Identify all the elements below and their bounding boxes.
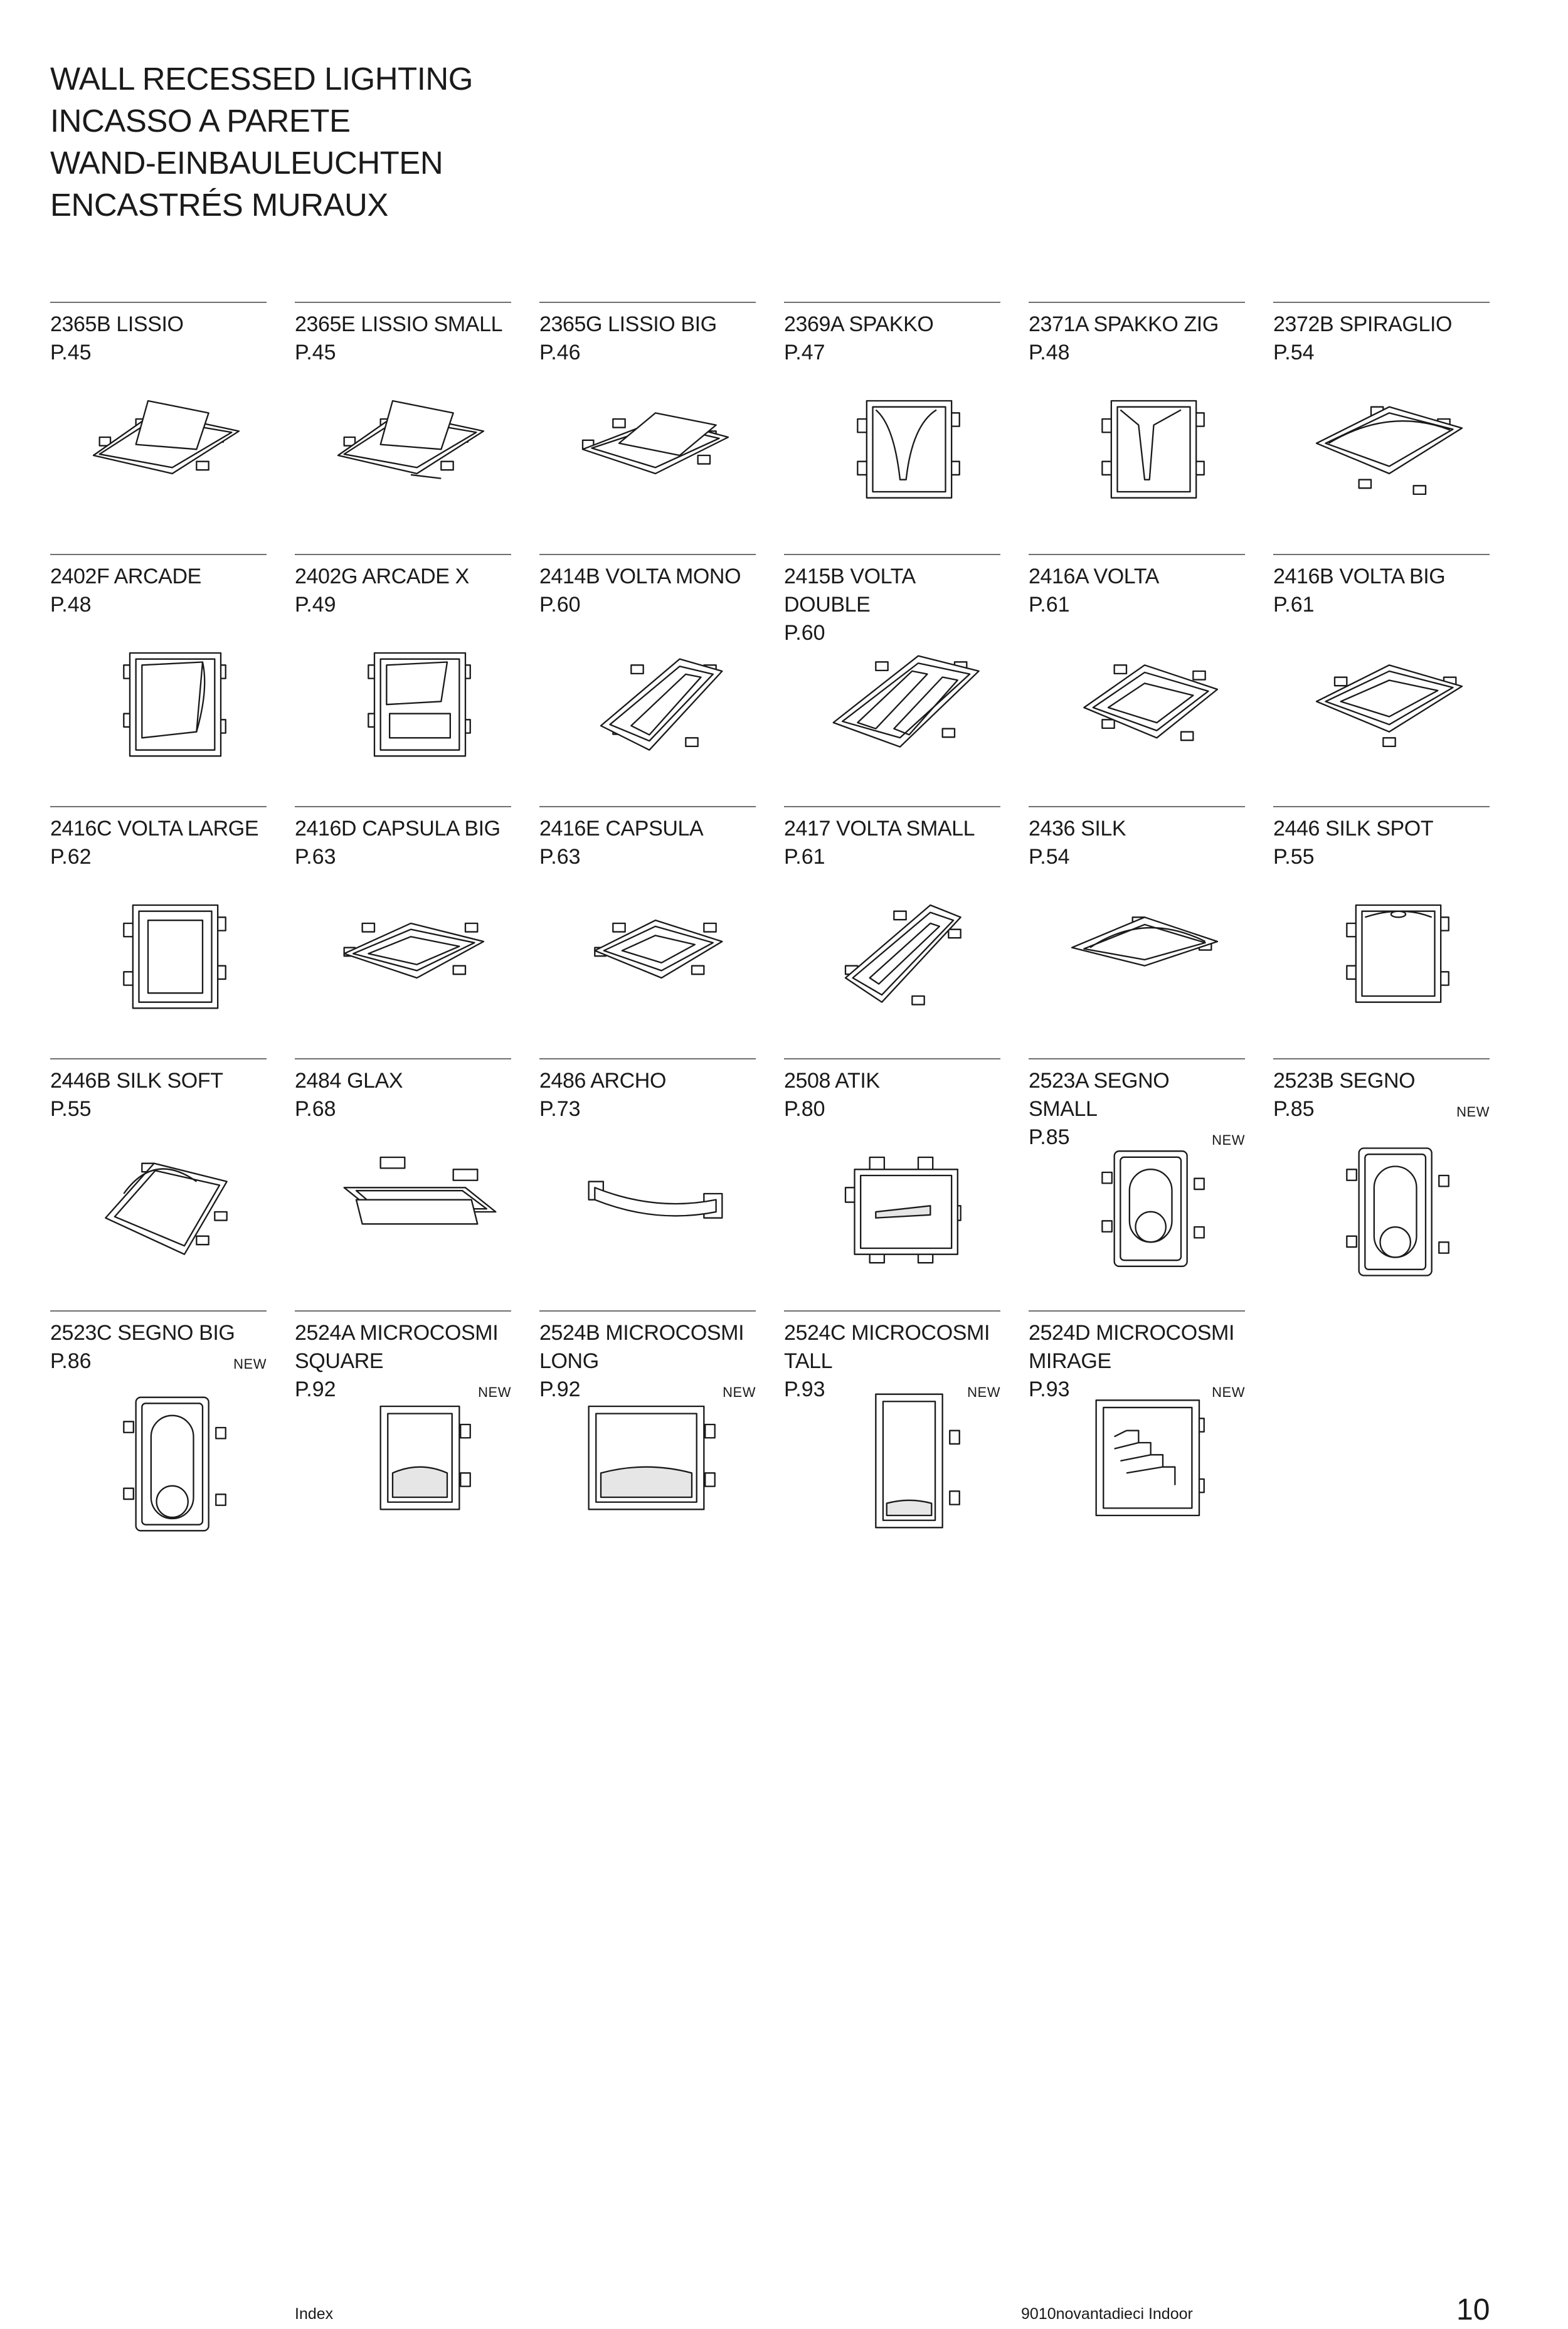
spakko-icon <box>809 386 991 524</box>
product-name: 2415B VOLTA DOUBLE <box>784 565 916 617</box>
product-item <box>539 1058 756 1297</box>
product-item <box>1029 302 1245 540</box>
product-name: 2524A MICROCOSMI SQUARE <box>295 1321 499 1373</box>
product-item <box>50 806 267 1044</box>
product-page-ref: P.55 <box>1273 845 1315 869</box>
product-page-ref: P.54 <box>1273 341 1315 364</box>
divider <box>1029 1058 1245 1059</box>
spakko-zig-icon <box>1054 386 1236 524</box>
new-badge: NEW <box>1212 1384 1245 1400</box>
divider <box>784 806 1000 807</box>
product-item <box>539 554 756 792</box>
divider <box>295 554 511 555</box>
product-page-ref: P.47 <box>784 341 825 364</box>
product-page-ref: P.63 <box>539 845 581 869</box>
volta-mono-icon <box>564 639 746 777</box>
product-page-ref: P.93 <box>1029 1377 1070 1401</box>
divider <box>1029 1310 1245 1312</box>
product-page-ref: P.86 <box>50 1349 92 1373</box>
product-name: 2446 SILK SPOT <box>1273 817 1434 841</box>
arcade-icon <box>75 639 257 777</box>
volta-big-icon <box>1298 639 1480 777</box>
product-item <box>295 554 511 792</box>
product-name: 2369A SPAKKO <box>784 312 934 336</box>
product-item <box>1029 554 1245 792</box>
new-badge: NEW <box>1456 1104 1490 1120</box>
segno-icon <box>1298 1143 1480 1281</box>
divider <box>50 302 267 303</box>
product-item <box>784 302 1000 540</box>
product-name: 2416E CAPSULA <box>539 817 704 841</box>
product-item <box>1029 1058 1245 1297</box>
product-item <box>784 1310 1000 1549</box>
page-number: 10 <box>1456 2293 1490 2326</box>
product-name: 2416C VOLTA LARGE <box>50 817 259 841</box>
divider <box>295 1310 511 1312</box>
product-name: 2523B SEGNO <box>1273 1069 1416 1093</box>
new-badge: NEW <box>967 1384 1000 1400</box>
divider <box>539 806 756 807</box>
product-item <box>295 1310 511 1549</box>
product-name: 2436 SILK <box>1029 817 1126 841</box>
product-page-ref: P.60 <box>539 593 581 617</box>
product-item <box>295 806 511 1044</box>
product-page-ref: P.85 <box>1273 1097 1315 1121</box>
product-page-ref: P.80 <box>784 1097 825 1121</box>
product-name: 2484 GLAX <box>295 1069 403 1093</box>
product-item <box>1273 554 1490 792</box>
product-item <box>1273 806 1490 1044</box>
divider <box>295 806 511 807</box>
product-item <box>295 302 511 540</box>
arcade-x-icon <box>320 639 502 777</box>
archo-icon <box>564 1143 746 1281</box>
microcosmi-tall-icon <box>809 1392 991 1530</box>
divider <box>784 1058 1000 1059</box>
divider <box>784 302 1000 303</box>
product-name: 2372B SPIRAGLIO <box>1273 312 1453 336</box>
product-item <box>50 1310 267 1549</box>
product-page-ref: P.48 <box>1029 341 1070 364</box>
product-page-ref: P.61 <box>784 845 825 869</box>
divider <box>539 1058 756 1059</box>
new-badge: NEW <box>723 1384 756 1400</box>
divider <box>539 554 756 555</box>
atik-icon <box>809 1143 991 1281</box>
volta-double-icon <box>809 635 991 773</box>
product-page-ref: P.54 <box>1029 845 1070 869</box>
footer-section: Index <box>295 2305 334 2323</box>
footer-brand: 9010novantadieci Indoor <box>1021 2305 1193 2323</box>
title-line-it: INCASSO A PARETE <box>50 103 351 139</box>
product-page-ref: P.45 <box>50 341 92 364</box>
product-page-ref: P.45 <box>295 341 336 364</box>
microcosmi-square-icon <box>320 1392 502 1530</box>
lissio-small-icon <box>320 386 502 524</box>
spiraglio-icon <box>1298 386 1480 524</box>
divider <box>539 1310 756 1312</box>
product-name: 2486 ARCHO <box>539 1069 666 1093</box>
product-item <box>1273 302 1490 540</box>
new-badge: NEW <box>233 1356 267 1372</box>
product-name: 2416D CAPSULA BIG <box>295 817 501 841</box>
product-page-ref: P.61 <box>1273 593 1315 617</box>
product-item <box>784 554 1000 792</box>
product-page-ref: P.92 <box>539 1377 581 1401</box>
product-page-ref: P.63 <box>295 845 336 869</box>
product-item <box>1029 1310 1245 1549</box>
product-page-ref: P.60 <box>784 621 825 645</box>
product-page-ref: P.68 <box>295 1097 336 1121</box>
divider <box>1273 1058 1490 1059</box>
product-item <box>50 554 267 792</box>
silk-icon <box>1054 891 1236 1029</box>
product-name: 2402F ARCADE <box>50 565 201 588</box>
product-item <box>784 806 1000 1044</box>
product-name: 2365G LISSIO BIG <box>539 312 717 336</box>
product-item <box>50 1058 267 1297</box>
product-page-ref: P.46 <box>539 341 581 364</box>
product-page-ref: P.73 <box>539 1097 581 1121</box>
product-name: 2417 VOLTA SMALL <box>784 817 975 841</box>
microcosmi-mirage-icon <box>1054 1392 1236 1530</box>
page-title <box>50 58 473 226</box>
product-name: 2414B VOLTA MONO <box>539 565 741 588</box>
product-page-ref: P.55 <box>50 1097 92 1121</box>
volta-small-icon <box>809 891 991 1029</box>
capsula-icon <box>564 891 746 1029</box>
product-page-ref: P.62 <box>50 845 92 869</box>
segno-small-icon <box>1054 1140 1236 1278</box>
product-item <box>295 1058 511 1297</box>
divider <box>1029 806 1245 807</box>
product-name: 2508 ATIK <box>784 1069 880 1093</box>
product-name: 2365B LISSIO <box>50 312 184 336</box>
divider <box>784 554 1000 555</box>
product-name: 2402G ARCADE X <box>295 565 469 588</box>
product-item <box>50 302 267 540</box>
product-name: 2523A SEGNO SMALL <box>1029 1069 1170 1121</box>
divider <box>1029 554 1245 555</box>
silk-spot-icon <box>1298 891 1480 1029</box>
title-line-fr: ENCASTRÉS MURAUX <box>50 187 388 223</box>
product-name: 2446B SILK SOFT <box>50 1069 223 1093</box>
divider <box>295 1058 511 1059</box>
product-page-ref: P.93 <box>784 1377 825 1401</box>
product-item <box>1029 806 1245 1044</box>
glax-icon <box>320 1143 502 1281</box>
product-name: 2371A SPAKKO ZIG <box>1029 312 1219 336</box>
divider <box>50 1058 267 1059</box>
product-page-ref: P.48 <box>50 593 92 617</box>
new-badge: NEW <box>1212 1132 1245 1148</box>
silk-soft-icon <box>75 1143 257 1281</box>
product-name: 2524D MICROCOSMI MIRAGE <box>1029 1321 1235 1373</box>
product-item <box>539 806 756 1044</box>
divider <box>50 1310 267 1312</box>
divider <box>784 1310 1000 1312</box>
product-page-ref: P.49 <box>295 593 336 617</box>
divider <box>50 806 267 807</box>
divider <box>1273 554 1490 555</box>
capsula-big-icon <box>320 891 502 1029</box>
volta-icon <box>1054 639 1236 777</box>
product-name: 2524B MICROCOSMI LONG <box>539 1321 744 1373</box>
product-item <box>784 1058 1000 1297</box>
product-page-ref: P.92 <box>295 1377 336 1401</box>
volta-large-icon <box>75 891 257 1029</box>
lissio-icon <box>75 386 257 524</box>
product-name: 2365E LISSIO SMALL <box>295 312 503 336</box>
product-item <box>539 1310 756 1549</box>
microcosmi-long-icon <box>564 1392 746 1530</box>
product-name: 2416B VOLTA BIG <box>1273 565 1446 588</box>
product-item <box>539 302 756 540</box>
divider <box>50 554 267 555</box>
segno-big-icon <box>75 1395 257 1533</box>
title-line-en: WALL RECESSED LIGHTING <box>50 61 473 97</box>
product-item <box>1273 1058 1490 1297</box>
product-name: 2416A VOLTA <box>1029 565 1159 588</box>
product-page-ref: P.85 <box>1029 1125 1070 1149</box>
product-name: 2523C SEGNO BIG <box>50 1321 235 1345</box>
title-line-de: WAND-EINBAULEUCHTEN <box>50 145 443 181</box>
divider <box>539 302 756 303</box>
lissio-big-icon <box>564 386 746 524</box>
product-page-ref: P.61 <box>1029 593 1070 617</box>
divider <box>295 302 511 303</box>
divider <box>1029 302 1245 303</box>
product-name: 2524C MICROCOSMI TALL <box>784 1321 990 1373</box>
divider <box>1273 302 1490 303</box>
divider <box>1273 806 1490 807</box>
new-badge: NEW <box>478 1384 511 1400</box>
